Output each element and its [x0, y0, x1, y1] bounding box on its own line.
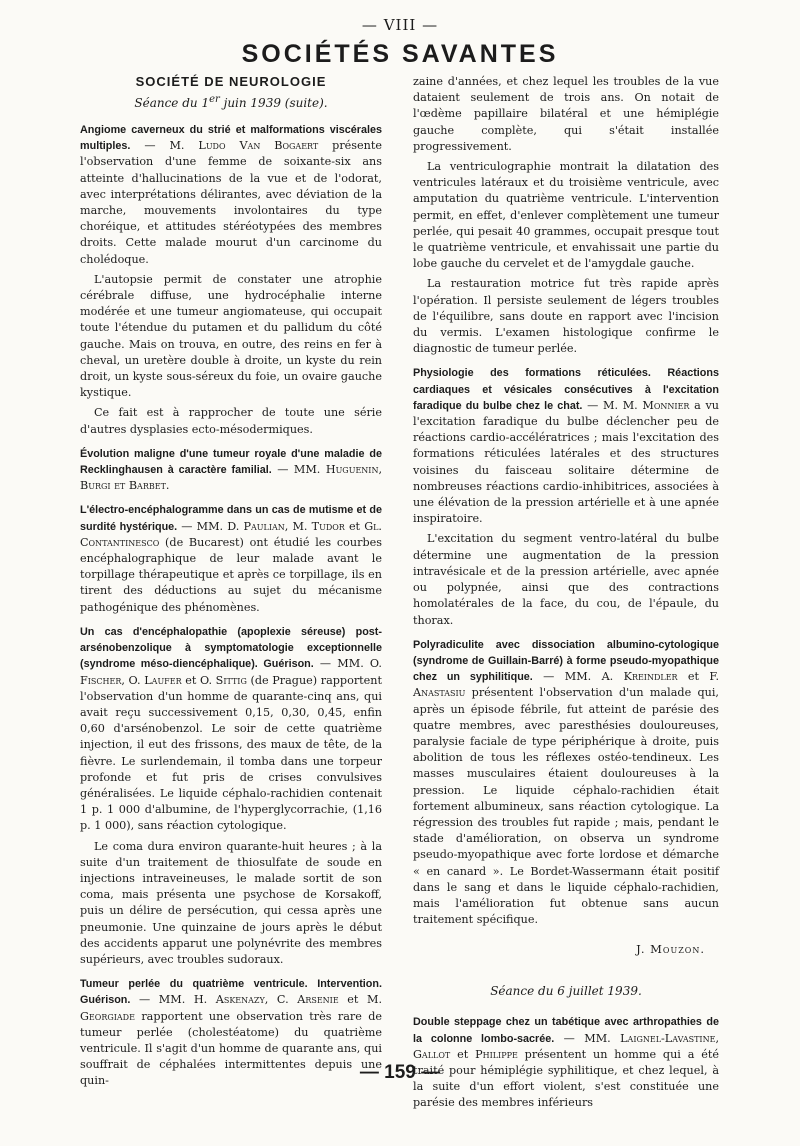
article-paragraph: Évolution maligne d'une tumeur royale d'une maladie de Recklinghausen à caractère familial. — MM. Huguenin, Burgi et Barbet. — [80, 447, 382, 493]
article-title: Angiome caverneux du strié et malformations viscérales multiples. — [80, 124, 382, 153]
article-paragraph: L'électro-encéphalogramme dans un cas de mutisme et de surdité hystérique. — MM. D. Paulian, M. Tudor et Gl. Contantinesco (de Bucarest) ont étudié les courbes encéphalographique de leur malade avant le torpillage thérapeutique et après ce torpillage, ils en tirent des déductions au sujet du mécanisme pathogénique des phénomènes. — [80, 504, 382, 614]
section-title: SOCIÉTÉ DE NEUROLOGIE — [135, 74, 327, 89]
article-author: O. Sittig — [199, 673, 247, 687]
article-title: Polyradiculite avec dissociation albumino-cytologique (syndrome de Guillain-Barré) à forme pseudo-myopathique chez un syphilitique. — [413, 638, 719, 684]
right-column — [413, 74, 719, 1116]
article-author: Huguenin, Burgi et Barbet. — [80, 463, 382, 493]
article-author: F. Anastasiu — [413, 670, 719, 700]
article-author: Laignel-Lavastine — [620, 1031, 716, 1045]
page-top-number: — VIII — — [361, 16, 439, 34]
article-title: Physiologie des formations réticulées. Réactions cardiaques et vésicales consécutives à l'excitation faradique du bulbe chez le chat. — [413, 367, 719, 412]
article-title: Un cas d'encéphalopathie (apoplexie séreuse) post-arsénobenzolique à symptomatologie exceptionnelle (syndrome méso-diencéphalique). Guérison. — [80, 625, 382, 671]
article-author: Philippe — [475, 1047, 518, 1061]
article-author: Gl. Contantinesco — [80, 519, 382, 549]
signature: J. Mouzon. — [636, 942, 705, 957]
article-title: L'électro-encéphalogramme dans un cas de mutisme et de surdité hystérique. — [80, 504, 382, 533]
seance-date — [80, 94, 382, 110]
page-number: — 159 — — [359, 1062, 441, 1083]
article-paragraph: Tumeur perlée du quatrième ventricule. Intervention. Guérison. — MM. H. Askenazy, C. Arsenie et M. Georgiade rapportent une observation très rare de tumeur perlée (cholestéatome) du quatrième ventricule. Il s'agit d'un homme de quarante ans, qui souffrait de céphalées intermittentes depuis une quin- — [80, 978, 382, 1088]
article-author: M. Georgiade — [80, 993, 382, 1023]
article-title: Évolution maligne d'une tumeur royale d'une maladie de Recklinghausen à caractère familial. — [80, 447, 382, 477]
article-paragraph: Angiome caverneux du strié et malformations viscérales multiples. — M. Ludo Van Bogaert présente l'observation d'une femme de soixante-six ans atteinte d'hallucinations de la vue et de l'odorat, avec interprétations délirantes, avec déviation de la marche, mouvements involontaires du type choréique, et attitudes stéréotypées des membres droits. Cette malade mourut d'un carcinome du cholédoque. — [80, 124, 382, 266]
page-title: SOCIÉTÉS SAVANTES — [241, 40, 559, 68]
article-author: O. Laufer — [128, 673, 182, 687]
left-column — [80, 74, 382, 1094]
seance-date-sup: er — [209, 94, 220, 105]
article-author: H. Askenazy — [193, 993, 265, 1007]
article-paragraph: L'autopsie permit de constater une atrophie cérébrale diffuse, une hydrocéphalie interne modérée et une tumeur angiomateuse, qui occupait toute l'étendue du putamen et du pallidum du côté gauche. Mais on trouva, en outre, des reins en fer à cheval, un uretère double à droite, un kyste du rein droit, un kyste sous-séreux du foie, un ovaire gauche kystique. — [80, 272, 382, 400]
article-title: Double steppage chez un tabétique avec arthropathies de la colonne lombo-sacrée. — [413, 1016, 719, 1045]
article-paragraph: Physiologie des formations réticulées. Réactions cardiaques et vésicales consécutives à l'excitation faradique du bulbe chez le chat. — M. M. Monnier a vu l'excitation faradique du bulbe déclencher peu de réactions cardio-accélératrices ; mais l'excitation des formations réticulées latérales et des structures voisines du faisceau solitaire détermine de nombreuses réactions cardio-inhibitrices, associées à une élévation de la pression artérielle et à une apnée inspiratoire. — [413, 367, 720, 526]
article-author: O. Fischer — [80, 657, 382, 687]
article-author: Gallot — [413, 1047, 451, 1061]
article-author: Tudor — [311, 519, 345, 533]
article-author: C. Arsenie — [276, 993, 339, 1007]
seance-date-pre: Séance du 1 — [134, 96, 210, 110]
article-paragraph: Ce fait est à rapprocher de toute une série d'autres dysplasies ecto-mésodermiques. — [80, 406, 382, 436]
article-paragraph: Double steppage chez un tabétique avec arthropathies de la colonne lombo-sacrée. — MM. Laignel-Lavastine, Gallot et Philippe présentent un homme qui a été traité pour hémiplégie syphilitique, et chez lequel, à la suite d'un effort violent, s'est constituée une parésie des membres inférieurs — [413, 1016, 719, 1110]
article-author: D. Paulian — [227, 519, 285, 533]
seance-date-post: juin 1939 (suite). — [219, 96, 328, 110]
article-author: A. Kreindler — [601, 670, 678, 684]
article-author: M. Monnier — [622, 398, 690, 412]
article-paragraph: L'excitation du segment ventro-latéral du bulbe détermine une augmentation de la pression intravésicale et de la pression artérielle, avec apnée ou polypnée, ainsi que des contractions homolatérales de la face, du cou, de l'épaule, du thorax. — [413, 532, 719, 627]
article-paragraph: zaine d'années, et chez lequel les troubles de la vue dataient seulement de trois ans. On notait de l'œdème papillaire bilatéral et une hémiplégie gauche complète, qui s'était installée progressivement. — [413, 75, 719, 153]
article-title: Tumeur perlée du quatrième ventricule. Intervention. Guérison. — [80, 978, 382, 1007]
article-paragraph: Le coma dura environ quarante-huit heures ; à la suite d'un traitement de thiosulfate de soude en injections intraveineuses, le malade sortit de son coma, mais présenta une psychose de Korsakoff, puis un délire de persécution, qui cessa après une pneumonie. Une quinzaine de jours après le début des accidents apparut une polynévrite des membres supérieurs, avec troubles sudoraux. — [80, 839, 382, 966]
article-paragraph: Un cas d'encéphalopathie (apoplexie séreuse) post-arsénobenzolique à symptomatologie exceptionnelle (syndrome méso-diencéphalique). Guérison. — MM. O. Fischer, O. Laufer et O. Sittig (de Prague) rapportent l'observation d'un homme de quarante-cinq ans, qui avait reçu successivement 0,15, 0,30, 0,45, enfin 0,60 d'arsénobenzol. Le soir de cette quatrième injection, il eut des frissons, des maux de tête, de la fièvre. Le surlendemain, il tomba dans une torpeur profonde et fut pris de crises convulsives généralisées. Le liquide céphalo-rachidien contenait 1 p. 1 000 d'albumine, de l'hyperglycorrachie, (1,16 p. 1 000), sans réaction cytologique. — [80, 625, 382, 833]
article-author: Ludo Van Bogaert — [198, 139, 319, 153]
article-paragraph: Polyradiculite avec dissociation albumino-cytologique (syndrome de Guillain-Barré) à forme pseudo-myopathique chez un syphilitique. — MM. A. Kreindler et F. Anastasiu présentent l'observation d'un malade qui, après un épisode fébrile, fut atteint de parésie des quatre membres, avec paresthésies douloureuses, paralysie faciale de type périphérique à droite, puis abolition de tous les réflexes ostéo-tendineux. Les masses musculaires étaient douloureuses à la pression. Le liquide céphalo-rachidien était fortement albumineux, sans réaction cytologique. La régression des troubles fut rapide ; mais, pendant le stade d'amélioration, on observa un syndrome pseudo-myopathique avec forte lordose et démarche « en canard ». Le Bordet-Wassermann était positif dans le sang et dans le liquide céphalo-rachidien, mais l'amélioration fut obtenue sans aucun traitement spécifique. — [413, 638, 719, 927]
article-paragraph: La ventriculographie montrait la dilatation des ventricules latéraux et du troisième ventricule, avec amputation du quatrième ventricule. L'intervention permit, en effet, d'enlever complètement une tumeur perlée, qui pesait 40 grammes, occupait presque tout le quatrième ventricule, et envahissait une partie du lobe gauche du cervelet et de l'amygdale gauche. — [413, 160, 719, 271]
article-paragraph: La restauration motrice fut très rapide après l'opération. Il persiste seulement de légers troubles de l'équilibre, sans doute en rapport avec l'incision du vermis. L'examen histologique confirme le diagnostic de tumeur perlée. — [413, 277, 719, 356]
seance-date-2: Séance du 6 juillet 1939. — [490, 984, 642, 999]
